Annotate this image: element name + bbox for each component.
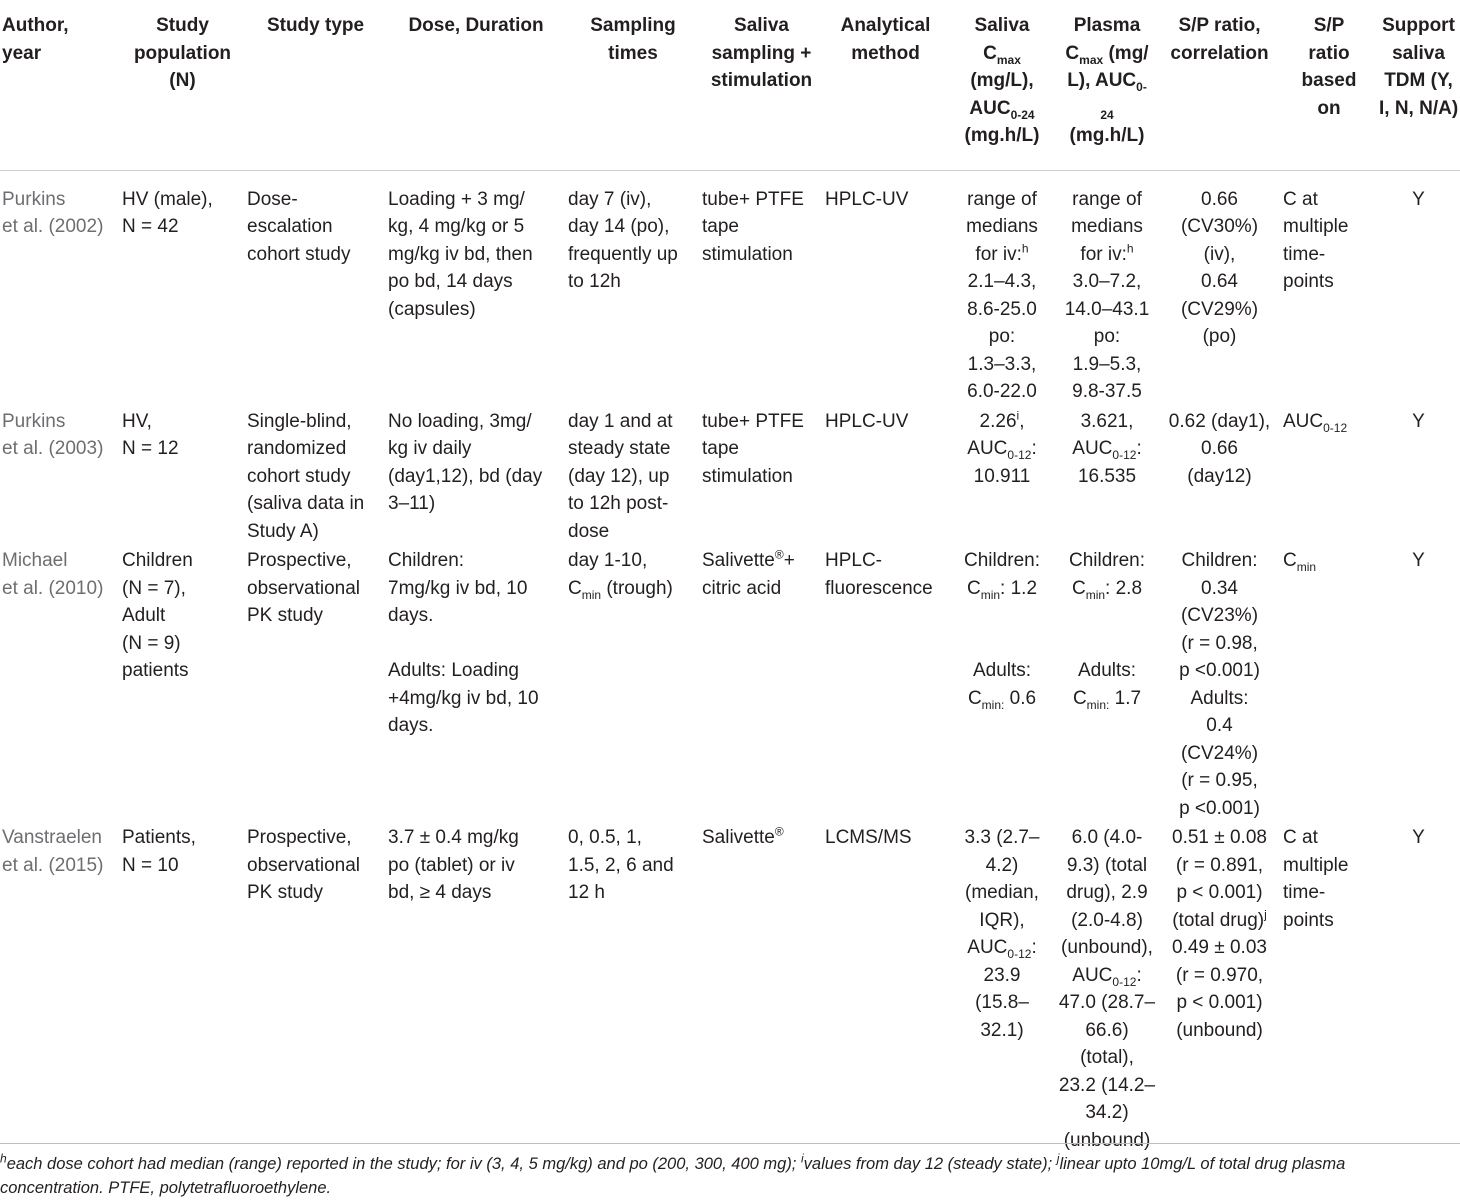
table-body	[0, 170, 1460, 1154]
cell-population: HV (male), N = 42	[122, 188, 213, 237]
cell-plasma-cmax: 6.0 (4.0- 9.3) (total drug), 2.9 (2.0-4.8) (unbound), $AUC_{0-12}$: 47.0 (28.7– 66.6) (total), 23.2 (14.2– 34.2) (unbound)	[1058, 827, 1156, 1151]
column-header-population: Study population (N)	[120, 6, 245, 170]
cell-saliva-cmax: Children: $C_{min}$: 1.2 Adults: $C_{min:}$ 0.6	[963, 550, 1041, 712]
cell-plasma-cmax: 3.621, $AUC_{0-12}$: 16.535	[1072, 410, 1142, 487]
cell-saliva-cmax: 2.26$^i$, $AUC_{0-12}$: 10.911	[967, 408, 1037, 487]
cell-method: LCMS/MS	[825, 827, 912, 848]
column-header-sp-ratio: S/P ratio, correlation	[1158, 6, 1281, 170]
cell-author: Michael et al. (2010)	[2, 550, 104, 599]
cell-sp-ratio: 0.66 (CV30%) (iv), 0.64 (CV29%) (po)	[1180, 188, 1259, 347]
table-row	[0, 406, 1460, 546]
column-header-dose: Dose, Duration	[386, 6, 566, 170]
cell-sp-basis: $C_{min}$	[1283, 550, 1317, 574]
column-header-sampling: Sampling times	[566, 6, 700, 170]
column-header-saliva-cmax: Saliva $C_{max}$ (mg/L), $AUC_{0-24}$ (mg.h/L)	[948, 6, 1056, 170]
cell-support: Y	[1412, 550, 1425, 571]
cell-dose: 3.7 ± 0.4 mg/kg po (tablet) or iv bd, ≥ 4 days	[388, 827, 519, 903]
cell-plasma-cmax: range of medians for iv:$^h$ 3.0–7.2, 14.0–43.1 po: 1.9–5.3, 9.8-37.5	[1064, 188, 1150, 402]
study-table	[0, 6, 1460, 1154]
cell-sp-basis: C at multiple time- points	[1283, 188, 1349, 292]
table-header-row	[0, 6, 1460, 170]
footnote-line: concentration. PTFE, polytetrafluoroethylene.	[0, 1179, 332, 1197]
cell-sp-ratio: 0.62 (day1), 0.66 (day12)	[1168, 410, 1271, 487]
cell-saliva-cmax: 3.3 (2.7– 4.2) (median, IQR), $AUC_{0-12}$: 23.9 (15.8– 32.1)	[964, 827, 1040, 1041]
column-header-support: Support saliva TDM (Y, I, N, N/A)	[1377, 6, 1460, 170]
cell-support: Y	[1412, 188, 1425, 210]
table-row	[0, 545, 1460, 822]
cell-method: HPLC- fluorescence	[825, 550, 933, 599]
cell-sampling: day 7 (iv), day 14 (po), frequently up to 12h	[568, 188, 678, 292]
cell-method: HPLC-UV	[825, 410, 909, 432]
cell-author: Purkins et al. (2002)	[2, 188, 104, 237]
cell-sp-basis: $AUC_{0-12}$	[1283, 410, 1348, 435]
cell-plasma-cmax: Children: $C_{min}$: 2.8 Adults: $C_{min:}$ 1.7	[1068, 550, 1146, 712]
cell-sp-basis: C at multiple time- points	[1283, 827, 1349, 931]
cell-population: Children (N = 7), Adult (N = 9) patients	[122, 550, 193, 681]
cell-population: HV, N = 12	[122, 410, 179, 459]
cell-method: HPLC-UV	[825, 188, 909, 210]
table-row	[0, 822, 1460, 1154]
cell-support: Y	[1412, 827, 1425, 848]
cell-dose: Loading + 3 mg/ kg, 4 mg/kg or 5 mg/kg iv bd, then po bd, 14 days (capsules)	[388, 188, 533, 320]
column-header-sp-basis: S/P ratio based on	[1281, 6, 1377, 170]
cell-author: Vanstraelen et al. (2015)	[2, 827, 104, 876]
cell-support: Y	[1412, 410, 1425, 432]
column-header-saliva-sampling: Saliva sampling + stimulation	[700, 6, 823, 170]
cell-sp-ratio: 0.51 ± 0.08 (r = 0.891, p < 0.001) (total drug)$^j$ 0.49 ± 0.03 (r = 0.970, p < 0.001) (unbound)	[1172, 827, 1267, 1041]
cell-type: Single-blind, randomized cohort study (saliva data in Study A)	[247, 410, 365, 542]
cell-saliva-sampling: tube+ PTFE tape stimulation	[702, 188, 804, 265]
cell-saliva-cmax: range of medians for iv:$^h$ 2.1–4.3, 8.6-25.0 po: 1.3–3.3, 6.0-22.0	[966, 188, 1038, 402]
column-header-type: Study type	[245, 6, 386, 170]
footnote-line: $^h$each dose cohort had median (range) reported in the study; for iv (3, 4, 5 mg/kg) and po (200, 300, 400 mg); $^i$values from day 12 (steady state); $^j$linear upto 10mg/L of total drug plasma	[0, 1151, 1346, 1173]
cell-saliva-sampling: Salivette®+ citric acid	[702, 547, 795, 599]
cell-type: Dose- escalation cohort study	[247, 188, 351, 265]
cell-type: Prospective, observational PK study	[247, 550, 361, 626]
table-row	[0, 170, 1460, 406]
cell-sampling: 0, 0.5, 1, 1.5, 2, 6 and 12 h	[568, 827, 674, 903]
cell-population: Patients, N = 10	[122, 827, 196, 876]
cell-dose: No loading, 3mg/ kg iv daily (day1,12), bd (day 3–11)	[388, 410, 543, 514]
cell-type: Prospective, observational PK study	[247, 827, 361, 903]
cell-author: Purkins et al. (2003)	[2, 410, 104, 459]
cell-sp-ratio: Children: 0.34 (CV23%) (r = 0.98, p <0.001) Adults: 0.4 (CV24%) (r = 0.95, p <0.001)	[1179, 550, 1260, 819]
cell-sampling: day 1 and at steady state (day 12), up to 12h post- dose	[568, 410, 673, 542]
table-footnote	[0, 1143, 1460, 1200]
cell-dose: Children: 7mg/kg iv bd, 10 days. Adults: Loading +4mg/kg iv bd, 10 days.	[388, 550, 539, 736]
column-header-method: Analytical method	[823, 6, 948, 170]
cell-saliva-sampling: tube+ PTFE tape stimulation	[702, 410, 804, 487]
cell-sampling: day 1-10, $C_{min}$ (trough)	[568, 550, 673, 602]
column-header-author: Author, year	[0, 6, 120, 170]
column-header-plasma-cmax: Plasma $C_{max}$ (mg/ L), $AUC_{0-}$ $_{24}$ (mg.h/L)	[1056, 6, 1158, 170]
cell-saliva-sampling: Salivette®	[702, 824, 784, 848]
